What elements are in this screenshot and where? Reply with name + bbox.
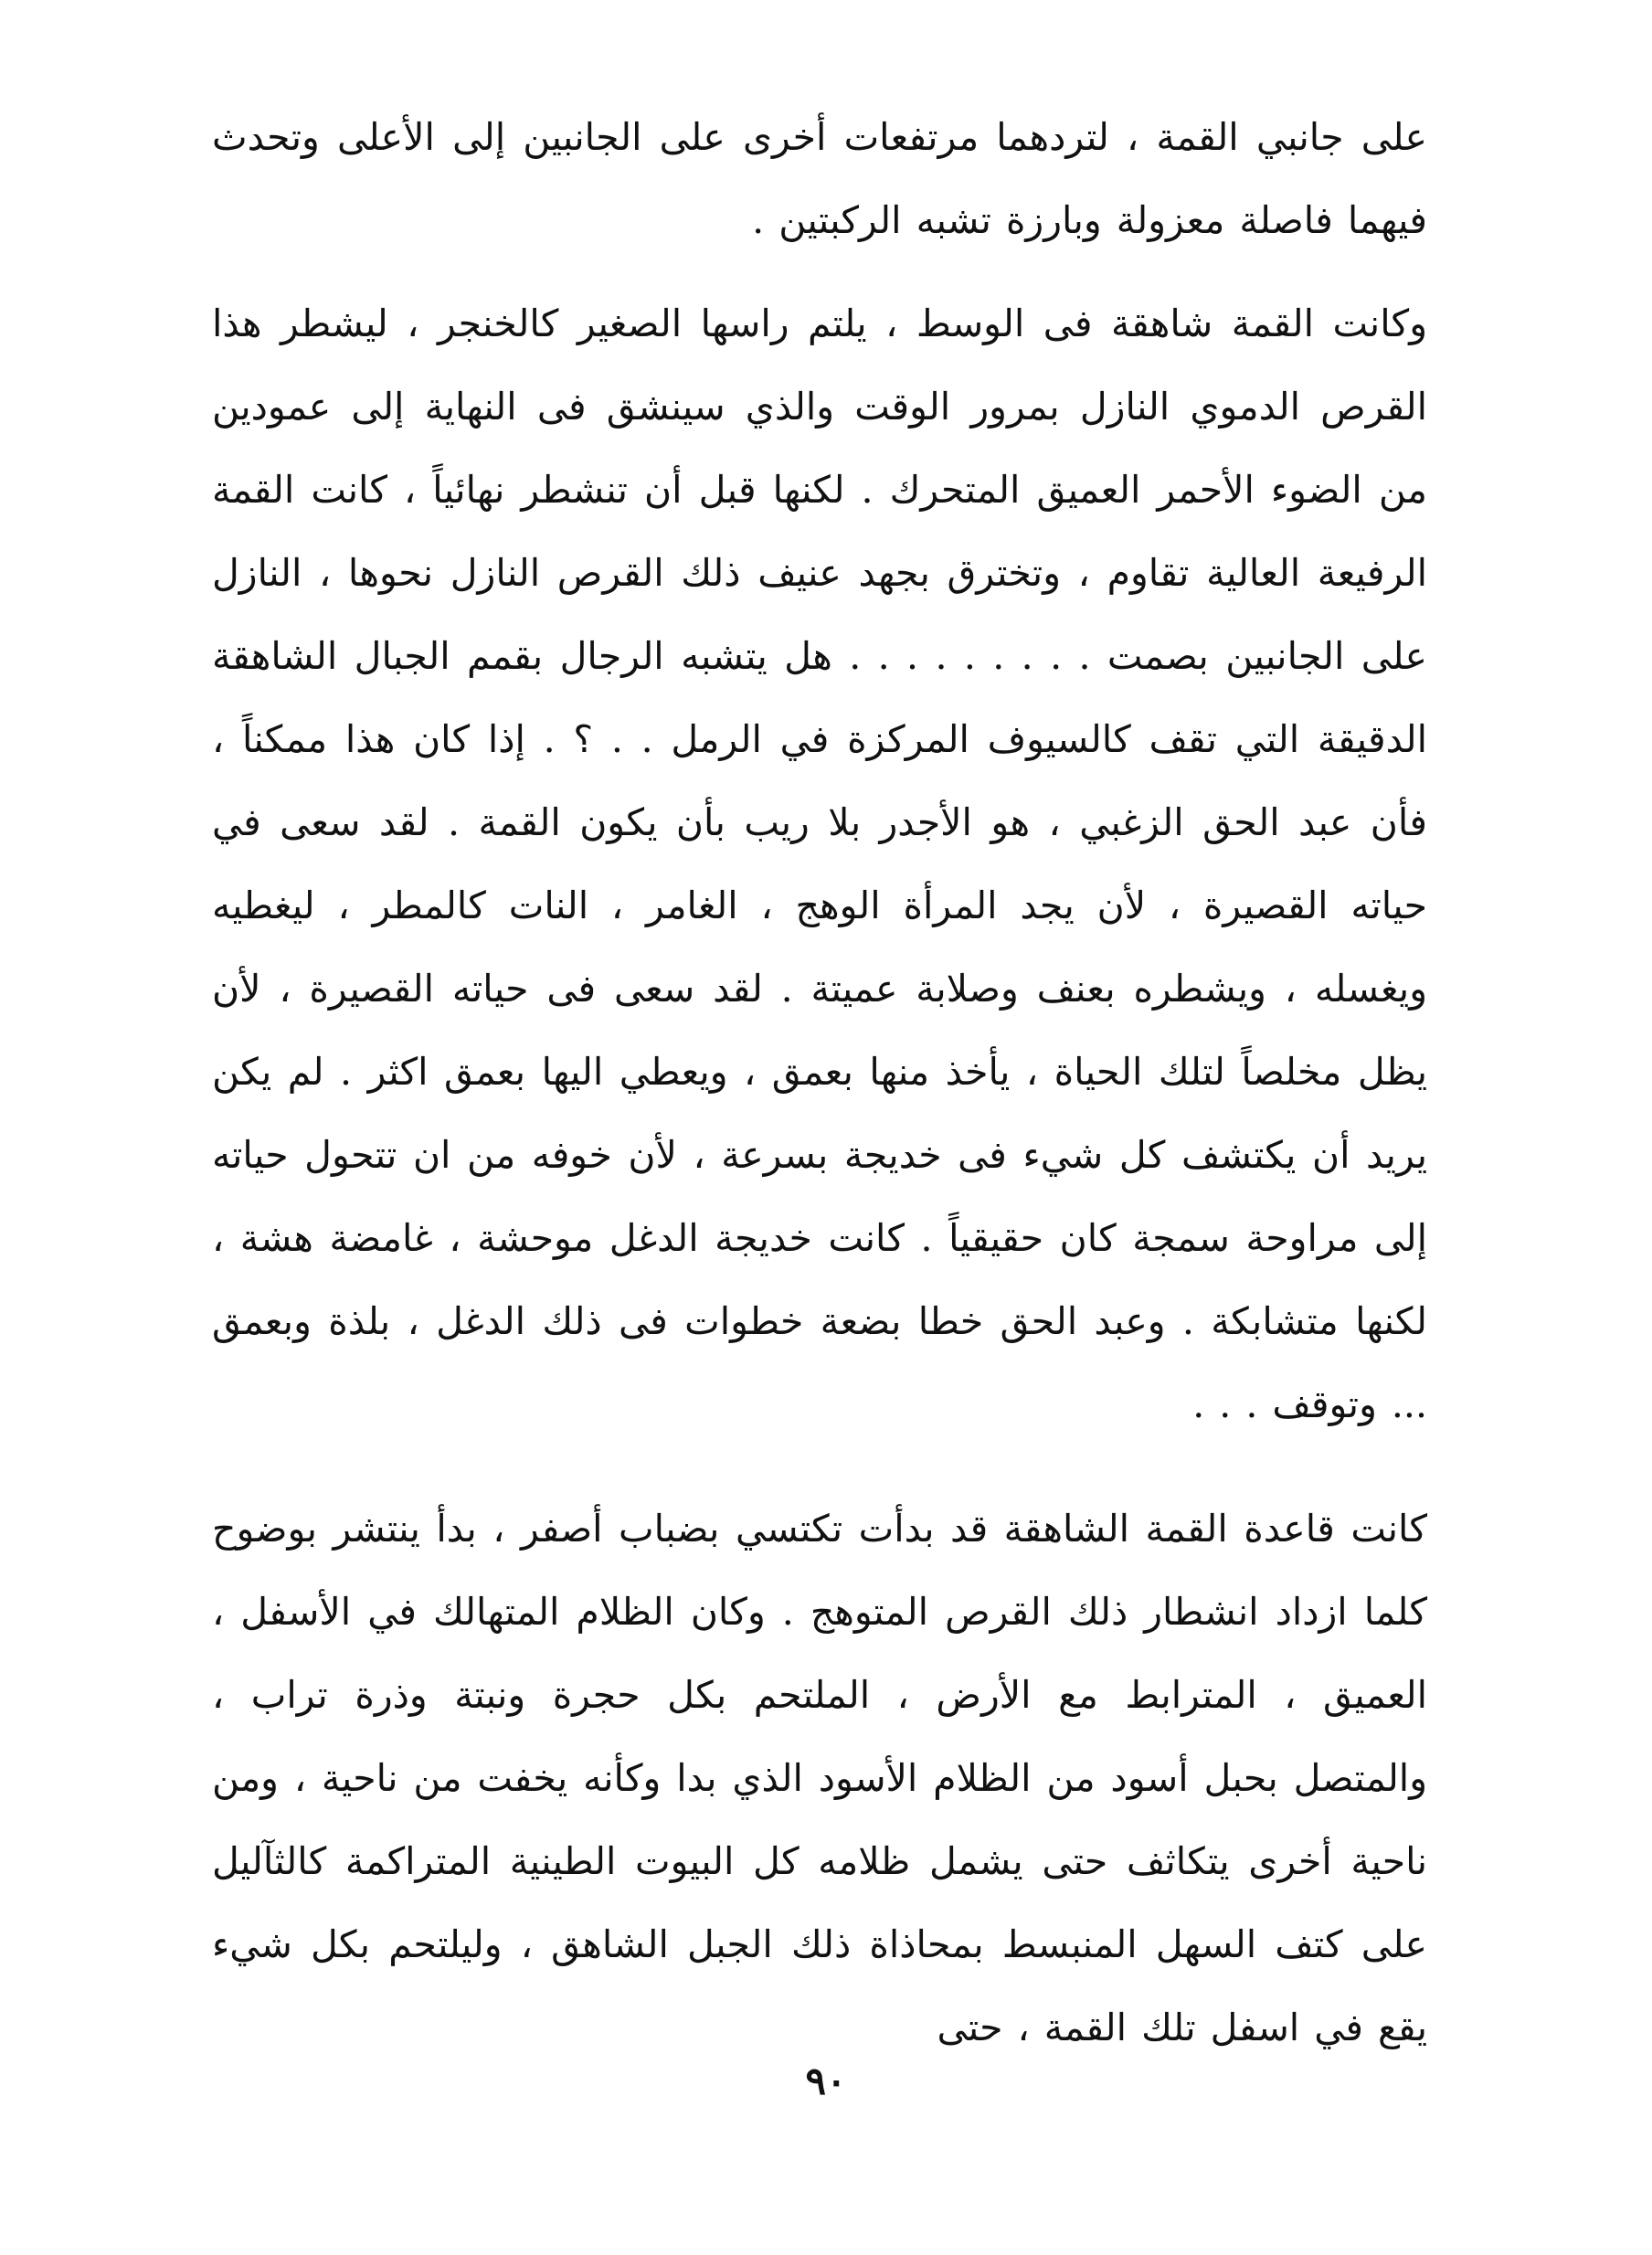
paragraph-1 (212, 96, 1427, 262)
paragraph-2 (212, 282, 1427, 1446)
paragraph-1-text: على جانبي القمة ، لترد‌هما مرتفعات أخرى على الجانبين إلى الأعلى وتحدث فيهما فاصلة معزولة وبارزة تشبه الركبتين . (212, 115, 1427, 242)
paragraph-3-text: كانت قاعدة القمة الشاهقة قد بدأت تكتسي بضباب أصفر ، بدأ ينتشر بوضوح كلما ازداد انشطار ذلك القرص المتوهج . وكان الظلام المتهالك في الأسفل ، العميق ، المترابط مع الأرض ، الملتحم بكل حجرة ونبتة وذرة تراب ، والمتصل بحبل أسود من الظلام الأسود الذي بدا وكأنه يخفت من ناحية ، ومن ناحية أخرى يتكاثف حتى يشمل ظلامه كل البيوت الطينية المتراكمة كالثآليل على كتف السهل المنبسط بمحاذاة ذلك الجبل الشاهق ، وليلتحم بكل شيء يقع في اسفل تلك القمة ، حتى (212, 1507, 1427, 2049)
page-number: ٩٠ (805, 2059, 847, 2103)
paragraph-3 (212, 1487, 1427, 2070)
paragraph-2-text: وكانت القمة شاهقة فى الوسط ، يلتم راسها الصغير كالخنجر ، ليشطر هذا القرص الدموي النازل بمرور الوقت والذي سينشق فى النهاية إلى عمودين من الضوء الأحمر العميق المتحرك . لكنها قبل أن تنشطر نهائياً ، كانت القمة الرفيعة العالية تقاوم ، وتخترق بجهد عنيف ذلك القرص النازل نحوها ، النازل على الجانبين بصمت . . . . . . . . . هل يتشبه الرجال بقمم الجبال الشاهقة الدقيقة التي تقف كالسيوف المركزة في الرمل . . ؟ . إذا كان هذا ممكناً ، فأن عبد الحق الزغبي ، هو الأجدر بلا ريب بأن يكون القمة . لقد سعى في حياته القصيرة ، لأن يجد المرأة الوهج ، الغامر ، النات كالمطر ، ليغطيه ويغسله ، ويشطره بعنف وصلابة عميتة . لقد سعى فى حياته القصيرة ، لأن يظل مخلصاً لتلك الحياة ، يأخذ منها بعمق ، ويعطي اليها بعمق اكثر . لم يكن يريد أن يكتشف كل شيء فى خديجة بسرعة ، لأن خوفه من ان تتحول حياته إلى مراوحة سمجة كان حقيقياً . كانت خديجة الدغل موحشة ، غامضة هشة ، لكنها متشابكة . وعبد الحق خطا بضعة خطوات فى ذلك الدغل ، بلذة وبعمق ... وتوقف . . . (212, 302, 1427, 1426)
